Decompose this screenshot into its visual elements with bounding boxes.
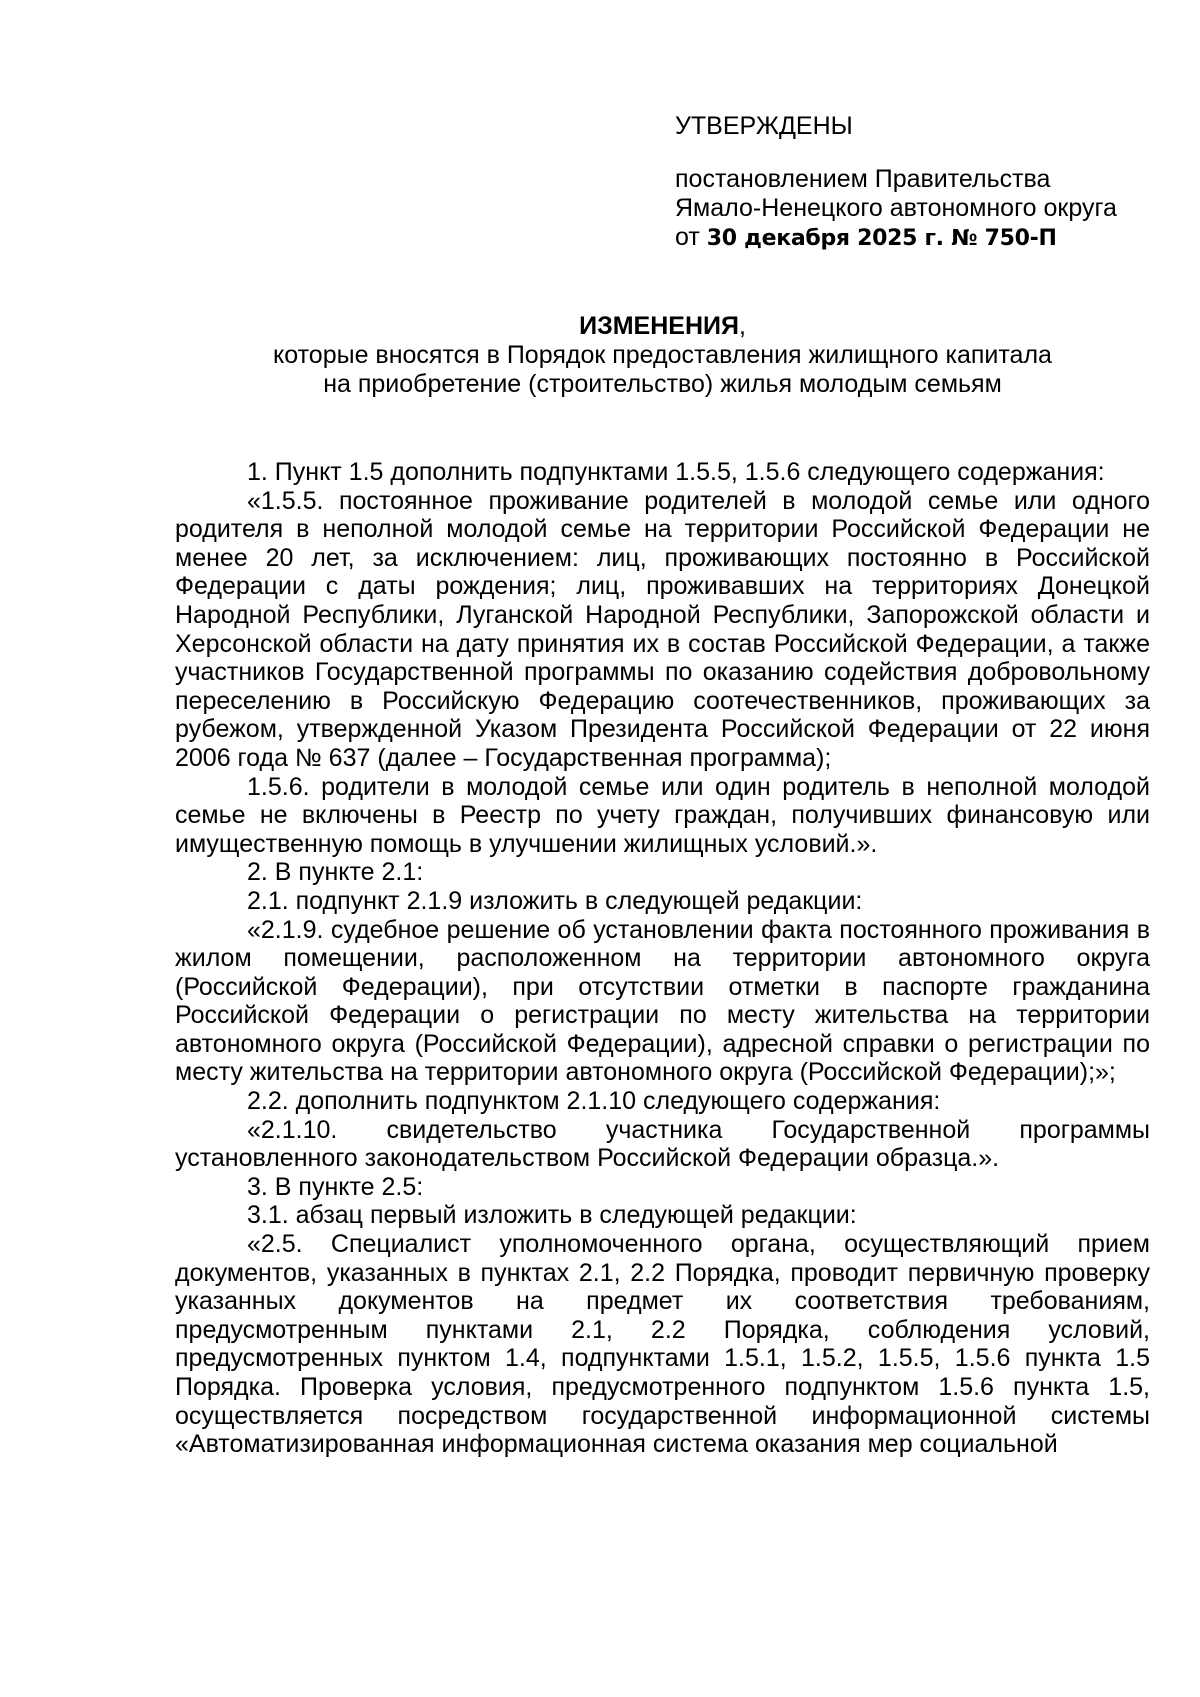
paragraph-4: 2. В пункте 2.1: [247, 858, 424, 887]
approval-from-prefix: от [675, 223, 707, 251]
paragraph-7: 2.2. дополнить подпунктом 2.1.10 следующего содержания: [247, 1087, 941, 1116]
title-line-3: на приобретение (строительство) жилья молодым семьям [323, 370, 1002, 398]
paragraph-5: 2.1. подпункт 2.1.9 изложить в следующей редакции: [247, 886, 863, 915]
title-line-2: которые вносятся в Порядок предоставления жилищного капитала [273, 341, 1052, 369]
paragraph-11: «2.5. Специалист уполномоченного органа, осуществляющий прием документов, указанных в пунктах 2.1, 2.2 Порядка, проводит первичную проверку указанных документов на предмет их соответствия требованиям, предусмотренным пунктами 2.1, 2.2 Порядка, соблюдения условий, предусмотренных пунктом 1.4, подпунктами 1.5.1, 1.5.2, 1.5.5, 1.5.6 пункта 1.5 Порядка. Проверка условия, предусмотренного подпунктом 1.5.6 пункта 1.5, осуществляется посредством государственной информационной системы «Автоматизированная информационная система оказания мер социальной [175, 1230, 1150, 1459]
title-comma: , [738, 312, 746, 340]
title-line-1 [175, 312, 1150, 341]
paragraph-9: 3. В пункте 2.5: [247, 1172, 424, 1201]
approved-label: УТВЕРЖДЕНЫ [675, 112, 853, 140]
approval-line-2: Ямало-Ненецкого автономного округа [675, 194, 1117, 222]
paragraph-8: «2.1.10. свидетельство участника Государственной программы установленного законодательством Российской Федерации образца.». [175, 1115, 1150, 1173]
document-title [175, 312, 1150, 399]
approval-stamp [675, 112, 1175, 253]
approval-line-1: постановлением Правительства [675, 165, 1051, 193]
approval-line-3 [675, 223, 1175, 253]
document-body [175, 458, 1150, 1459]
paragraph-10: 3.1. абзац первый изложить в следующей редакции: [247, 1201, 857, 1230]
title-heading: ИЗМЕНЕНИЯ [579, 312, 739, 340]
paragraph-2: «1.5.5. постоянное проживание родителей в молодой семье или одного родителя в неполной молодой семье на территории Российской Федерации не менее 20 лет, за исключением: лиц, проживающих постоянно в Российской Федерации с даты рождения; лиц, проживавших на территориях Донецкой Народной Республики, Луганской Народной Республики, Запорожской области и Херсонской области на дату принятия их в состав Российской Федерации, а также участников Государственной программы по оказанию содействия добровольному переселению в Российскую Федерацию соотечественников, проживающих за рубежом, утвержденной Указом Президента Российской Федерации от 22 июня 2006 года № 637 (далее – Государственная программа); [175, 486, 1150, 772]
paragraph-6: «2.1.9. судебное решение об установлении факта постоянного проживания в жилом помещении, расположенном на территории автономного округа (Российской Федерации), при отсутствии отметки в паспорте гражданина Российской Федерации о регистрации по месту жительства на территории автономного округа (Российской Федерации), адресной справки о регистрации по месту жительства на территории автономного округа (Российской Федерации);»; [175, 915, 1150, 1087]
paragraph-3: 1.5.6. родители в молодой семье или один родитель в неполной молодой семье не включены в Реестр по учету граждан, получивших финансовую или имущественную помощь в улучшении жилищных условий.». [175, 772, 1150, 858]
paragraph-1: 1. Пункт 1.5 дополнить подпунктами 1.5.5, 1.5.6 следующего содержания: [247, 458, 1105, 486]
decree-reference: 30 декабря 2025 г. № 750-П [706, 226, 1057, 251]
